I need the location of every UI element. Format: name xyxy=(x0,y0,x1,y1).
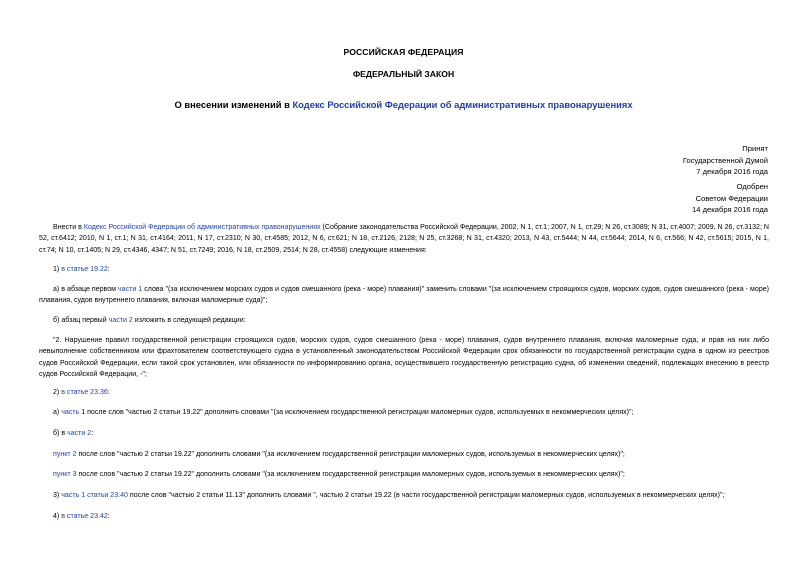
item-2-tail: : xyxy=(107,389,110,396)
point-2 xyxy=(39,449,769,460)
item-3-text: после слов "частью 2 статьи 11.13" дополнить словами ", частью 2 статьи 19.22 (в части государственной регистрации маломерных судов, используемых в некоммерческих целях)"; xyxy=(127,492,725,499)
law-title xyxy=(0,99,807,110)
code-link-title[interactable]: Кодекс Российской Федерации об административных правонарушениях xyxy=(292,99,633,110)
approved-block xyxy=(568,181,768,216)
intro-text-a: Внести в xyxy=(53,224,84,231)
item-1a xyxy=(39,284,769,307)
accepted-block xyxy=(568,143,768,178)
accepted-label: Принят xyxy=(742,144,768,153)
item-1b-text-a: б) абзац первый xyxy=(53,317,109,324)
article-23-40-link[interactable]: часть 1 статьи 23.40 xyxy=(61,492,128,499)
accepted-by: Государственной Думой xyxy=(682,155,768,165)
item-4-tail: : xyxy=(107,513,110,520)
point-3-link[interactable]: пункт 3 xyxy=(53,471,77,478)
item-3-num: 3) xyxy=(53,492,62,499)
intro-text-b: (Собрание законодательства Российской Федерации, 2002, N 1, ст.1; 2007, N 1, ст.29; N 26, ст.3089; N 31, ст.4007; 2009, N 26, ст.3132; N 52, ст.6412; 2010, N 1, ст.1; N 31, ст.4164; 2011, N 17, ст.2310; N 30, ст.4585; 2012, N 6, ст.621; N 18, ст.2126, 2128; N 25, ст.3268; N 31, ст.4320; 2013, N 43, ст.5444; N 44, ст.5644; 2014, N 6, ст.566; N 42, ст.5615; 2015, N 1, ст.74; N 10, ст.1405; N 29, ст.4346, 4347; N 51, ст.7249; 2016, N 18, ст.2509, 2514; N 28, ст.4558) следующие изменения: xyxy=(39,224,769,254)
document-type-heading: ФЕДЕРАЛЬНЫЙ ЗАКОН xyxy=(352,69,455,79)
item-1b xyxy=(39,315,769,326)
item-1-tail: : xyxy=(107,266,110,273)
country-heading: РОССИЙСКАЯ ФЕДЕРАЦИЯ xyxy=(343,47,464,57)
title-prefix: О внесении изменений в xyxy=(174,99,293,110)
item-1b-text-b: изложить в следующей редакции: xyxy=(132,317,246,324)
intro-paragraph xyxy=(39,222,769,256)
accepted-date: 7 декабря 2016 года xyxy=(696,167,768,176)
article-23-42-link[interactable]: в статье 23.42 xyxy=(61,513,108,520)
approved-by: Советом Федерации xyxy=(695,193,768,203)
item-2 xyxy=(39,387,769,398)
item-4-num: 4) xyxy=(53,513,62,520)
approved-label: Одобрен xyxy=(736,182,768,191)
item-1 xyxy=(39,264,769,275)
item-1a-text-a: а) в абзаце первом xyxy=(53,286,119,293)
code-link-intro[interactable]: Кодекс Российской Федерации об административных правонарушениях xyxy=(83,224,321,231)
item-2-num: 2) xyxy=(53,389,62,396)
item-2a xyxy=(39,407,769,418)
point-2-text: после слов "частью 2 статьи 19.22" дополнить словами "(за исключением государственной регистрации маломерных судов, используемых в некоммерческих целях)"; xyxy=(76,451,625,458)
part-2-link-b[interactable]: части 2 xyxy=(67,430,92,437)
item-1a-text-b: слова "(за исключением морских судов и судов смешанного (река - море) плавания)" заменить словами "(за исключением строящихся судов, морских судов, судов смешанного (река - море) плавания, судов внутреннего плавания, включая маломерные суда)"; xyxy=(39,286,769,305)
item-3 xyxy=(39,490,769,501)
item-2b xyxy=(39,428,769,439)
item-4 xyxy=(39,511,769,522)
article-19-22-link[interactable]: в статье 19.22 xyxy=(61,266,108,273)
item-1-num: 1) xyxy=(53,266,62,273)
point-2-link[interactable]: пункт 2 xyxy=(53,451,77,458)
item-2b-text-b: : xyxy=(91,430,94,437)
item-2a-text-b: 1 после слов "частью 2 статьи 19.22" дополнить словами "(за исключением государственной регистрации маломерных судов, используемых в некоммерческих целях)"; xyxy=(79,409,634,416)
part-2-link[interactable]: части 2 xyxy=(108,317,133,324)
part-link[interactable]: часть xyxy=(61,409,80,416)
quoted-text: "2. Нарушение правил государственной регистрации строящихся судов, морских судов, судов смешанного (река - море) плавания, судов внутреннего плавания, включая маломерные суда, и прав на них либо невыполнение собственником или фрахтователем соответствующего судна в установленный законодательством Российской Федерации срок обязанности по государственной регистрации судна в одном из реестров судов Российской Федерации, если такой срок установлен, или обязанности по информированию органа, осуществившего государственную регистрацию судна, об изменении сведений, подлежащих внесению в реестр судов Российской Федерации, -"; xyxy=(39,337,769,379)
article-23-36-link[interactable]: в статье 23.36 xyxy=(61,389,108,396)
approved-date: 14 декабря 2016 года xyxy=(692,205,768,214)
point-3 xyxy=(39,469,769,480)
point-3-text: после слов "частью 2 статьи 19.22" дополнить словами "(за исключением государственной регистрации маломерных судов, используемых в некоммерческих целях)"; xyxy=(76,471,625,478)
item-2a-text-a: а) xyxy=(53,409,62,416)
item-2b-text-a: б) в xyxy=(53,430,68,437)
part-1-link[interactable]: части 1 xyxy=(118,286,143,293)
